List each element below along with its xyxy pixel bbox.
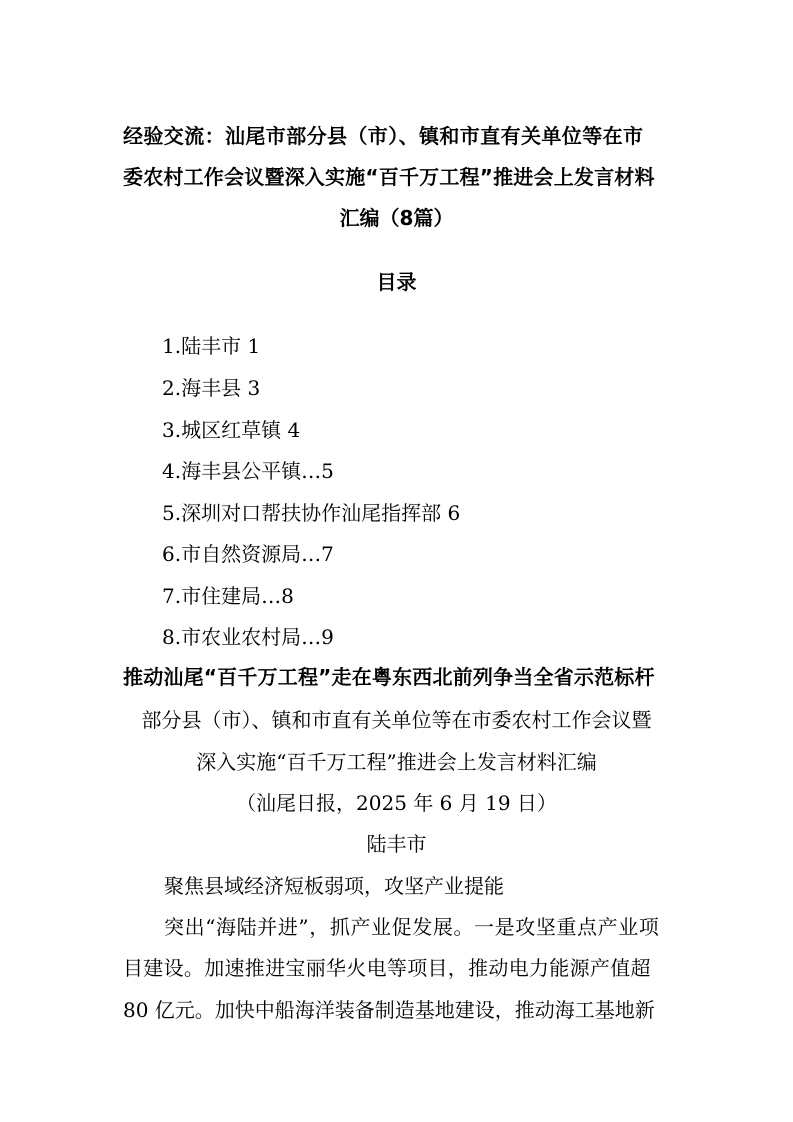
toc-heading: 目录: [376, 270, 417, 294]
paragraph-line: 目建设。加速推进宝丽华火电等项目，推动电力能源产值超: [123, 956, 651, 980]
toc-item: 4.海丰县公平镇…5: [162, 459, 334, 483]
toc-item: 3.城区红草镇 4: [162, 418, 301, 442]
section-subheading: 聚焦县域经济短板弱项，攻坚产业提能: [164, 874, 504, 898]
paragraph-line: 80 亿元。加快中船海洋装备制造基地建设，推动海工基地新: [123, 998, 655, 1022]
article-headline: 推动汕尾“百千万工程”走在粤东西北前列争当全省示范标杆: [123, 665, 655, 689]
article-subtitle-line-1: 部分县（市）、镇和市直有关单位等在市委农村工作会议暨: [141, 708, 652, 732]
toc-item: 2.海丰县 3: [162, 376, 261, 400]
toc-item: 8.市农业农村局…9: [162, 625, 334, 649]
article-source: （汕尾日报，2025 年 6 月 19 日）: [236, 791, 557, 815]
section-heading: 陆丰市: [366, 832, 427, 856]
toc-item: 7.市住建局…8: [162, 584, 294, 608]
document-title-line-2: 委农村工作会议暨深入实施“百千万工程”推进会上发言材料: [123, 165, 655, 189]
toc-item: 6.市自然资源局…7: [162, 542, 334, 566]
toc-item: 5.深圳对口帮扶协作汕尾指挥部 6: [162, 501, 461, 525]
document-title-line-1: 经验交流：汕尾市部分县（市）、镇和市直有关单位等在市: [123, 124, 644, 148]
article-subtitle-line-2: 深入实施“百千万工程”推进会上发言材料汇编: [196, 750, 597, 774]
paragraph-line: 突出“海陆并进”，抓产业促发展。一是攻坚重点产业项: [164, 915, 660, 939]
toc-item: 1.陆丰市 1: [162, 334, 261, 358]
document-title-line-3: 汇编（8篇）: [339, 206, 454, 230]
